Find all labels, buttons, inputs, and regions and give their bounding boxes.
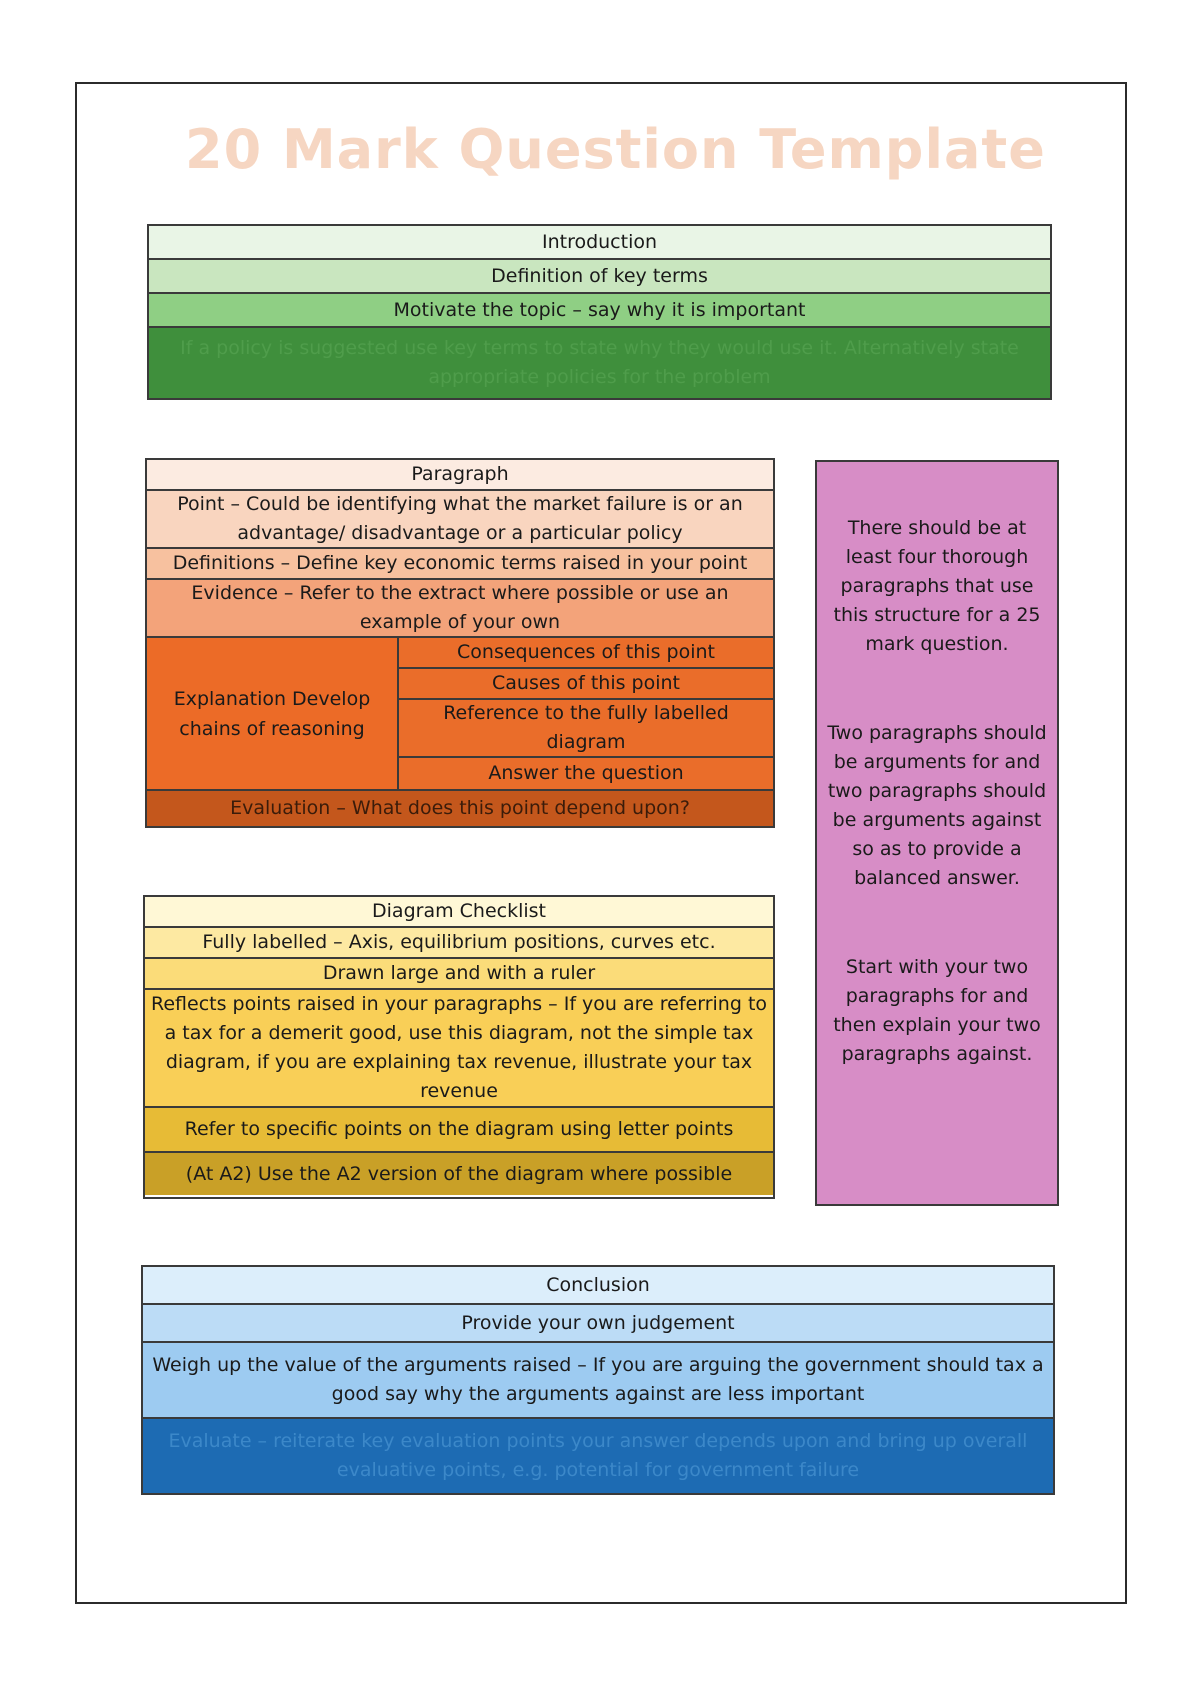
diagram-checklist-row: Fully labelled – Axis, equilibrium positions, curves etc. (145, 928, 773, 959)
paragraph-box (145, 458, 775, 828)
diagram-checklist-heading: Diagram Checklist (145, 897, 773, 928)
introduction-heading: Introduction (149, 226, 1050, 260)
paragraph-explanation (147, 638, 773, 791)
paragraph-evidence: Evidence – Refer to the extract where possible or use an example of your own (147, 580, 773, 638)
conclusion-heading: Conclusion (143, 1267, 1053, 1305)
side-note-text: Two paragraphs should be arguments for and two paragraphs should be arguments against so as to provide a balanced answer. (827, 722, 1047, 889)
page-title: 20 Mark Question Template (185, 118, 1046, 181)
introduction-row: If a policy is suggested use key terms to state why they would use it. Alternatively state appropriate policies for the problem (149, 328, 1050, 398)
side-note-text: Start with your two paragraphs for and then explain your two paragraphs against. (833, 956, 1041, 1065)
conclusion-box (141, 1265, 1055, 1495)
diagram-checklist-row: Reflects points raised in your paragraphs – If you are referring to a tax for a demerit good, use this diagram, not the simple tax diagram, if you are explaining tax revenue, illustrate your tax revenue (145, 990, 773, 1108)
explanation-item: Causes of this point (399, 669, 773, 700)
explanation-items (399, 638, 773, 789)
side-note-text: There should be at least four thorough paragraphs that use this structure for a 25 mark question. (833, 517, 1041, 655)
side-note (815, 460, 1059, 1206)
conclusion-row: Weigh up the value of the arguments raised – If you are arguing the government should tax a good say why the arguments against are less important (143, 1343, 1053, 1419)
paragraph-definitions: Definitions – Define key economic terms raised in your point (147, 549, 773, 580)
explanation-label: Explanation Develop chains of reasoning (147, 638, 399, 789)
diagram-checklist-row: Drawn large and with a ruler (145, 959, 773, 990)
diagram-checklist-row: (At A2) Use the A2 version of the diagram where possible (145, 1153, 773, 1195)
introduction-row: Motivate the topic – say why it is important (149, 294, 1050, 328)
explanation-item: Answer the question (399, 758, 773, 789)
paragraph-heading: Paragraph (147, 460, 773, 491)
paragraph-evaluation: Evaluation – What does this point depend upon? (147, 791, 773, 826)
introduction-box (147, 224, 1052, 400)
introduction-row: Definition of key terms (149, 260, 1050, 294)
paragraph-point: Point – Could be identifying what the market failure is or an advantage/ disadvantage or a particular policy (147, 491, 773, 549)
diagram-checklist-box (143, 895, 775, 1199)
explanation-item: Consequences of this point (399, 638, 773, 669)
explanation-item: Reference to the fully labelled diagram (399, 700, 773, 758)
conclusion-row: Provide your own judgement (143, 1305, 1053, 1343)
conclusion-row: Evaluate – reiterate key evaluation points your answer depends upon and bring up overall evaluative points, e.g. potential for government failure (143, 1419, 1053, 1493)
diagram-checklist-row: Refer to specific points on the diagram using letter points (145, 1108, 773, 1153)
